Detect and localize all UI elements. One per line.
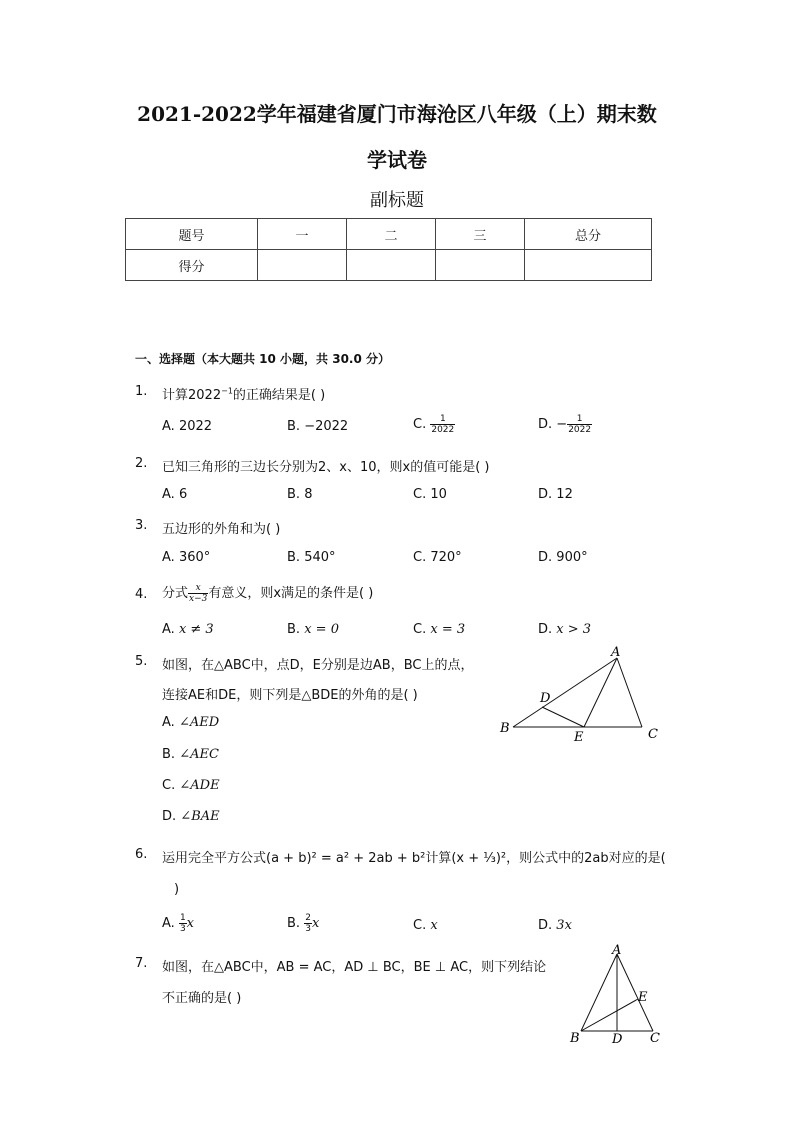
option-d[interactable]: D. x > 3 — [538, 622, 592, 637]
question-6-text: 运用完全平方公式(a + b)² = a² + 2ab + b²计算(x + ⅓)²，则公式中的2ab对应的是( — [162, 851, 666, 866]
table-row — [126, 219, 652, 250]
question-2-text: 已知三角形的三边长分别为2、x、10，则x的值可能是( ) — [162, 460, 490, 475]
score-cell[interactable] — [436, 250, 525, 281]
score-cell[interactable] — [525, 250, 652, 281]
option-a[interactable]: A. x ≠ 3 — [162, 622, 214, 637]
question-number: 4. — [135, 587, 148, 602]
question-6-cont: ) — [174, 882, 180, 897]
option-b[interactable]: B. 540° — [287, 550, 336, 565]
question-4-text: 分式 $\frac{x}{x-3}$ 有意义，则x满足的条件是( ) — [162, 583, 374, 604]
question-1-text — [162, 384, 325, 403]
table-header-cell: 题号 — [126, 219, 258, 250]
q1-post: 的正确结果是( ) — [232, 388, 326, 403]
label-c: C — [648, 727, 658, 742]
label-b: B — [570, 1031, 580, 1046]
question-7-line1: 如图，在△ABC中，AB = AC，AD ⊥ BC，BE ⊥ AC，则下列结论 — [162, 960, 547, 975]
option-c[interactable]: C. x = 3 — [413, 622, 466, 637]
label-a: A — [611, 645, 621, 660]
option-d[interactable]: D. 3x — [538, 918, 572, 933]
table-row-label: 得分 — [126, 250, 258, 281]
table-header-cell: 二 — [347, 219, 436, 250]
option-d[interactable]: D. 12 — [538, 487, 573, 502]
option-c[interactable]: C. ∠ADE — [162, 778, 220, 793]
score-table — [125, 218, 652, 281]
q1-expr-base: 2022 — [188, 388, 222, 403]
question-7-line2: 不正确的是( ) — [162, 991, 242, 1006]
q5-triangle-figure — [496, 644, 666, 746]
question-number: 2. — [135, 456, 148, 471]
option-a[interactable]: A. 2022 — [162, 419, 213, 434]
q7-triangle-figure — [566, 942, 666, 1048]
question-number: 5. — [135, 654, 148, 669]
option-c[interactable]: C. x — [413, 918, 438, 933]
subtitle: 副标题 — [370, 190, 424, 211]
option-d[interactable]: D. − $\frac{1}{2022}$ — [538, 414, 592, 435]
option-b[interactable]: B. x = 0 — [287, 622, 339, 637]
option-b[interactable]: B. $\frac{2}{3}$ x — [287, 913, 320, 934]
option-a[interactable]: A. ∠AED — [162, 715, 220, 730]
option-c[interactable]: C. 10 — [413, 487, 447, 502]
question-5-line2: 连接AE和DE，则下列是△BDE的外角的是( ) — [162, 688, 418, 703]
question-number: 7. — [135, 956, 148, 971]
label-c: C — [650, 1031, 660, 1046]
question-3-text: 五边形的外角和为( ) — [162, 522, 281, 537]
option-d[interactable]: D. 900° — [538, 550, 588, 565]
label-e: E — [574, 730, 584, 745]
option-b[interactable]: B. ∠AEC — [162, 747, 219, 762]
option-d[interactable]: D. ∠BAE — [162, 809, 220, 824]
option-a[interactable]: A. 6 — [162, 487, 188, 502]
label-d: D — [612, 1032, 623, 1047]
question-number: 1. — [135, 384, 148, 399]
label-a: A — [612, 943, 622, 958]
score-cell[interactable] — [258, 250, 347, 281]
q1-pre: 计算 — [162, 388, 189, 403]
option-a[interactable]: A. $\frac{1}{3}$ x — [162, 913, 195, 934]
table-header-cell: 一 — [258, 219, 347, 250]
table-header-cell: 三 — [436, 219, 525, 250]
exam-title-line1: 2021-2022学年福建省厦门市海沧区八年级（上）期末数 — [137, 102, 657, 126]
option-b[interactable]: B. 8 — [287, 487, 313, 502]
table-row — [126, 250, 652, 281]
exam-title-line2: 学试卷 — [367, 148, 427, 172]
option-c[interactable]: C. 720° — [413, 550, 462, 565]
q1-expr-sup: −1 — [221, 386, 233, 396]
option-b[interactable]: B. −2022 — [287, 419, 349, 434]
label-e: E — [638, 990, 648, 1005]
option-a[interactable]: A. 360° — [162, 550, 211, 565]
label-d: D — [540, 691, 551, 706]
question-number: 6. — [135, 847, 148, 862]
question-number: 3. — [135, 518, 148, 533]
label-b: B — [500, 721, 510, 736]
score-cell[interactable] — [347, 250, 436, 281]
section-heading: 一、选择题（本大题共 10 小题，共 30.0 分） — [135, 352, 391, 366]
table-header-cell: 总分 — [525, 219, 652, 250]
question-5-line1: 如图，在△ABC中，点D，E分别是边AB，BC上的点， — [162, 658, 474, 673]
option-c[interactable]: C. $\frac{1}{2022}$ — [413, 414, 455, 435]
